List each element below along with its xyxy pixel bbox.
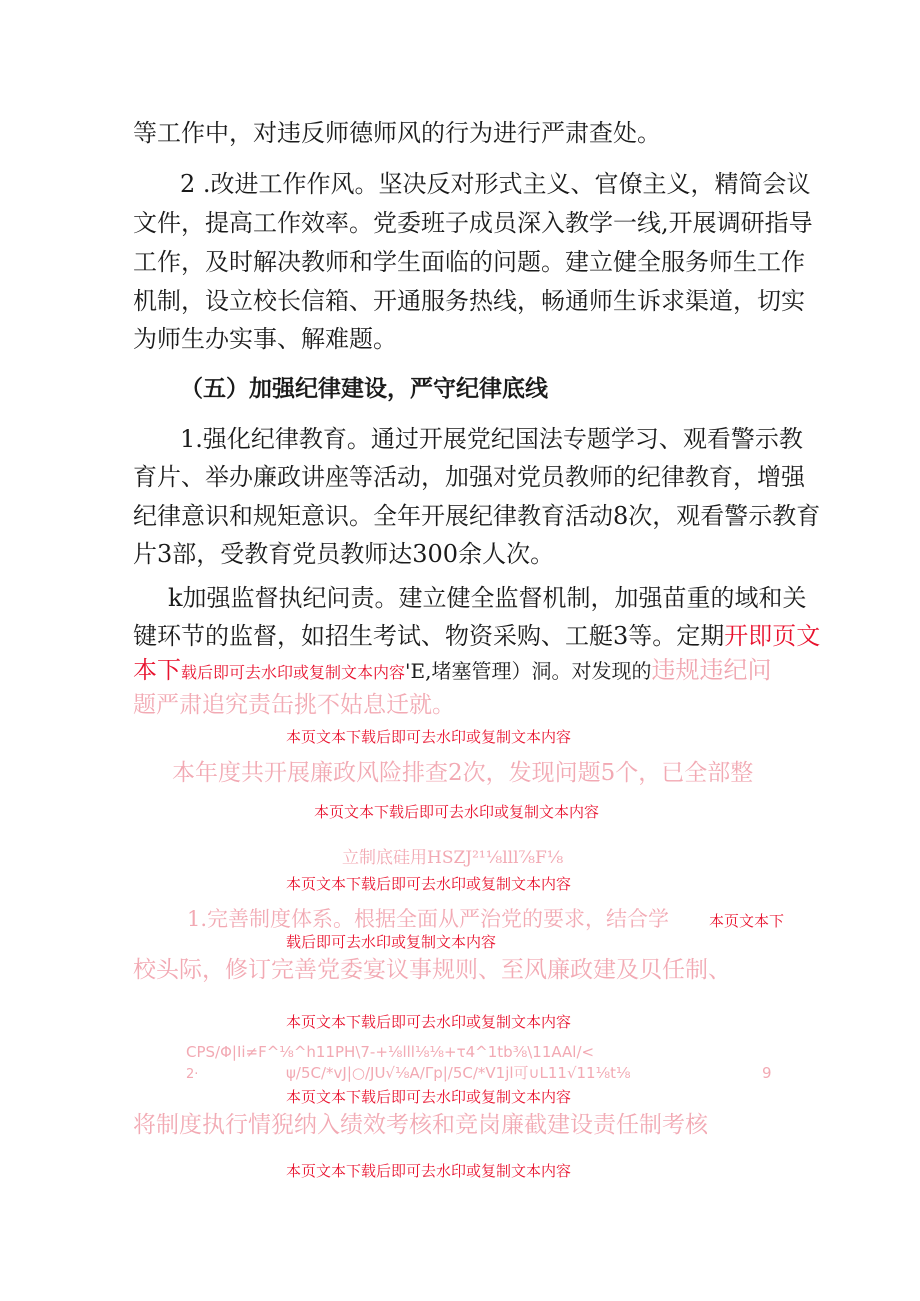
paragraph-line [133, 621, 820, 651]
watermark-text: 本页文本下载后即可去水印或复制文本内容 [286, 728, 572, 746]
garbled-text: ψ/5C∕*vJ|○/JU√⅛A∕Γp|/5C∕*V1jl可∪L11√11⅛t⅛ [286, 1064, 631, 1082]
paragraph-line: 文件，提高工作效率。党委班子成员深入教学一线,开展调研指导 [133, 209, 813, 237]
paragraph-line: k加强监督执纪问责。建立健全监督机制，加强苗重的域和关 [168, 584, 807, 612]
watermark-text: 本页文本下载后即可去水印或复制文本内容 [286, 1162, 572, 1180]
text-segment: 'E,堵塞管理）洞。对发现的 [405, 659, 652, 683]
watermark-text: 本页文本下载后即可去水印或复制文本内容 [286, 1013, 572, 1031]
paragraph-line: 为师生办实事、解难题。 [133, 325, 397, 353]
paragraph-line-faded: 本年度共开展廉政风险排查2次，发现问题5个，已全部整 [172, 760, 754, 786]
watermark-inline: 开即页文 [724, 622, 821, 650]
paragraph-line: 育片、举办廉政讲座等活动，加强对党员教师的纪律教育，增强 [133, 463, 805, 491]
section-heading: （五）加强纪律建设，严守纪律底线 [180, 376, 548, 402]
garbled-text: CPS/Φ|Ii≠F^⅛^h11PH\7-+⅛lll⅛⅛+τ4^1tb⅜\11AAl/< [186, 1043, 595, 1061]
paragraph-line: 机制，设立校长信箱、开通服务热线，畅通师生诉求渠道，切实 [133, 287, 805, 315]
paragraph-line: 1.强化纪律教育。通过开展党纪国法专题学习、观看警示教 [180, 425, 803, 453]
paragraph-line: 2 .改进工作作风。坚决反对形式主义、官僚主义，精简会议 [180, 170, 811, 198]
paragraph-line-faded: 校头际，修订完善党委宴议事规则、至风廉政建及贝任制、 [133, 957, 731, 983]
paragraph-line-faded: 将制度执行情猊纳入绩效考核和竞岗廉截建设责任制考核 [133, 1112, 708, 1138]
watermark-inline: 载后即可去水印或复制文本内容 [181, 663, 406, 682]
watermark-text: 本页文本下载后即可去水印或复制文本内容 [314, 803, 600, 821]
paragraph-line: 片3部，受教育党员教师达300余人次。 [133, 540, 555, 568]
paragraph-line [133, 655, 771, 688]
paragraph-line-faded: 1.完善制度体系。根据全面从严治党的要求，结合学 [187, 907, 670, 931]
watermark-text: 载后即可去水印或复制文本内容 [286, 933, 497, 951]
paragraph-line: 工作，及时解决教师和学生面临的问题。建立健全服务师生工作 [133, 248, 805, 276]
garbled-text: 9 [762, 1064, 772, 1082]
paragraph-line-faded: 立制底硅用HSZJ²¹⅛lll⅞F⅛ [342, 848, 564, 868]
text-segment: 键环节的监督，如招生考试、物资采购、工艇3等。定期 [133, 622, 725, 650]
watermark-text: 本页文本下载后即可去水印或复制文本内容 [286, 875, 572, 893]
watermark-inline: 本下 [133, 656, 181, 684]
text-segment-faded: 违规违纪问 [651, 656, 772, 684]
watermark-text: 本页文本下载后即可去水印或复制文本内容 [286, 1088, 572, 1106]
paragraph-line-faded: 题严肃追究责缶挑不姑息迁就。 [133, 692, 455, 718]
paragraph-line: 纪律意识和规矩意识。全年开展纪律教育活动8次，观看警示教育 [133, 502, 821, 530]
garbled-text: 2· [186, 1067, 199, 1082]
paragraph-line: 等工作中，对违反师德师风的行为进行严肃查处。 [133, 119, 661, 147]
watermark-text: 本页文本下 [709, 912, 785, 930]
